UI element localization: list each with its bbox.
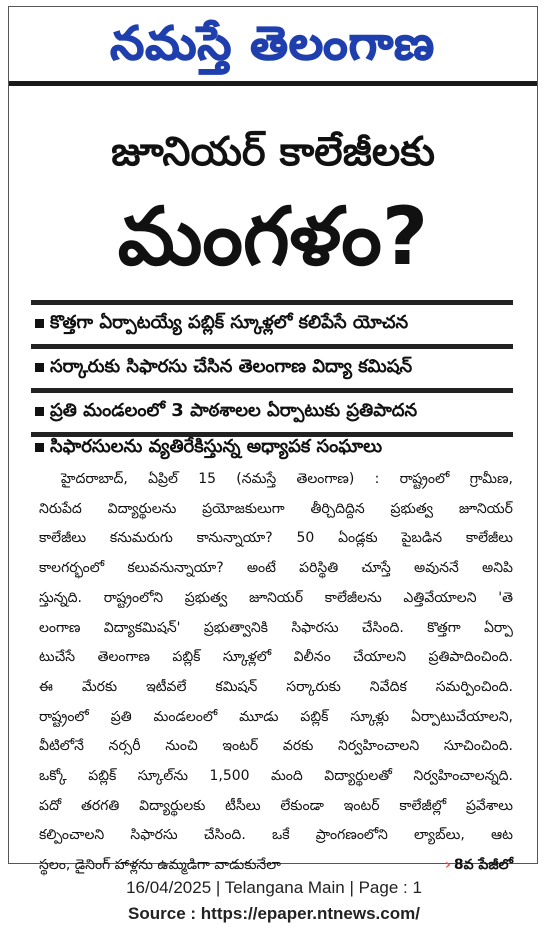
square-bullet-icon <box>35 319 44 328</box>
body-line: వీటిలోనే నర్సరీ నుంచి ఇంటర్ వరకు నిర్వహించాలని సూచించింది. <box>39 738 513 755</box>
masthead-rule <box>9 81 537 86</box>
body-line: పదో తరగతి విద్యార్థులకు టీసీలు లేకుండా ఇంటర్ కాలేజీల్లో ప్రవేశాలు <box>39 797 513 814</box>
body-line: స్తున్నది. రాష్ట్రంలోని ప్రభుత్వ జూనియర్ కాలేజీలను ఎత్తివేయాలని 'తె <box>39 589 513 606</box>
subhead-2 <box>35 347 513 387</box>
headline-line-1: జూనియర్ కాలేజీలకు <box>111 129 435 175</box>
chevron-right-icon: › <box>445 857 451 874</box>
subhead-text: సిఫారసులను వ్యతిరేకిస్తున్న అధ్యాపక సంఘాలు <box>50 436 383 457</box>
subhead-text: కొత్తగా ఏర్పాటయ్యే పబ్లిక్ స్కూళ్లలో కలిపేసే యోచన <box>50 312 409 333</box>
body-line: నిరుపేద విద్యార్థులను ప్రయోజకులుగా తీర్చిదిద్దిన ప్రభుత్వ జూనియర్ <box>39 500 513 517</box>
square-bullet-icon <box>35 407 44 416</box>
body-line: కాలగర్భంలో కలువనున్నాయా? అంటే పరిస్థితి చూస్తే అవుననే అనిపి <box>39 560 513 577</box>
jump-label: 8వ పేజీలో <box>453 857 513 874</box>
headline-line-2: మంగళం? <box>117 190 429 283</box>
subhead-text: ప్రతి మండలంలో 3 పాఠశాలల ఏర్పాటుకు ప్రతిపాదన <box>50 400 418 421</box>
subhead-text: సర్కారుకు సిఫారసు చేసిన తెలంగాణ విద్యా కమిషన్ <box>50 356 413 377</box>
body-line-text: స్థలం, డైనింగ్ హాళ్లను ఉమ్మడిగా వాడుకునేలా <box>39 857 281 874</box>
article-body <box>39 465 513 881</box>
body-line: హైదరాబాద్, ఏప్రిల్ 15 (నమస్తే తెలంగాణ) : రాష్ట్రంలో గ్రామీణ, <box>61 471 513 487</box>
footer-date-edition: 16/04/2025 | Telangana Main | Page : 1 <box>126 878 422 897</box>
masthead-title: నమస్తే తెలంగాణ <box>110 16 436 70</box>
body-line: కాలేజీలు కనుమరుగు కానున్నాయా? 50 ఏండ్లకు పైబడిన కాలేజీలు <box>39 530 513 547</box>
clipping-frame <box>8 6 538 874</box>
subhead-4 <box>35 427 513 467</box>
square-bullet-icon <box>35 363 44 372</box>
body-line: లంగాణ విద్యాకమిషన్' ప్రభుత్వానికి సిఫారసు చేసింది. కొత్తగా ఏర్పా <box>39 619 513 636</box>
square-bullet-icon <box>35 443 44 452</box>
masthead <box>9 7 537 81</box>
body-line: ఒక్కో పబ్లిక్ స్కూల్‌ను 1,500 మంది విద్యార్థులతో నిర్వహించాలన్నది. <box>39 768 513 785</box>
footer-source: Source : https://epaper.ntnews.com/ <box>128 904 420 923</box>
subhead-1 <box>35 303 513 343</box>
subhead-3 <box>35 391 513 431</box>
body-line: కల్పించాలని సిఫారసు చేసింది. ఒకే ప్రాంగణంలోని ల్యాబ్‌లు, ఆట <box>39 827 513 844</box>
body-line: రాష్ట్రంలో ప్రతి మండలంలో మూడు పబ్లిక్ స్కూళ్లు ఏర్పాటుచేయాలని, <box>39 708 513 725</box>
body-line: టుచేసే తెలంగాణ పబ్లిక్ స్కూళ్లలో విలీనం చేయాలని ప్రతిపాదించింది. <box>39 649 513 666</box>
body-line: ఈ మేరకు ఇటీవలే కమిషన్ సర్కారుకు నివేదిక సమర్పించింది. <box>39 678 513 695</box>
